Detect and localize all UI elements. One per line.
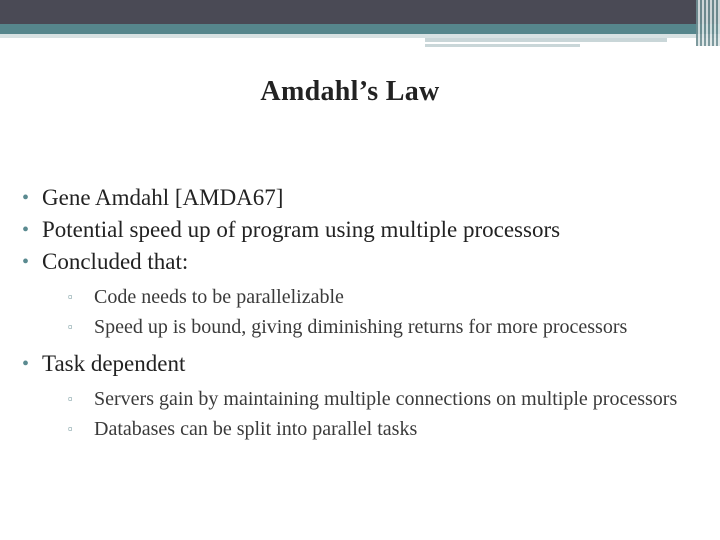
bullet-icon: • (22, 219, 30, 241)
header-accent-line (425, 38, 667, 42)
bullet-item (20, 246, 700, 342)
sub-bullet-item (66, 384, 700, 414)
header-bar-teal (0, 24, 720, 34)
bullet-text: Task dependent (42, 351, 186, 376)
sub-bullet-icon: ▫ (68, 391, 73, 406)
bullet-icon: • (22, 187, 30, 209)
sub-bullet-icon: ▫ (68, 421, 73, 436)
bullet-text: Gene Amdahl [AMDA67] (42, 185, 284, 210)
bullet-item (20, 348, 700, 444)
sub-bullet-list (66, 282, 700, 342)
sub-bullet-icon: ▫ (68, 319, 73, 334)
bullet-item (20, 182, 700, 214)
header-bar-dark (0, 0, 720, 24)
sub-bullet-text: Code needs to be parallelizable (94, 286, 344, 308)
bullet-list (20, 182, 700, 444)
sub-bullet-item (66, 312, 700, 342)
bullet-text: Concluded that: (42, 249, 189, 274)
header-stripes (696, 0, 720, 46)
bullet-icon: • (22, 353, 30, 375)
slide-title: Amdahl’s Law (260, 76, 440, 107)
sub-bullet-item (66, 282, 700, 312)
bullet-item (20, 214, 700, 246)
sub-bullet-text: Databases can be split into parallel tasks (94, 418, 418, 440)
sub-bullet-list (66, 384, 700, 444)
sub-bullet-text: Speed up is bound, giving diminishing returns for more processors (94, 316, 628, 338)
sub-bullet-text: Servers gain by maintaining multiple connections on multiple processors (94, 388, 678, 410)
sub-bullet-item (66, 414, 700, 444)
slide-body (20, 182, 700, 450)
bullet-text: Potential speed up of program using multiple processors (42, 217, 561, 242)
sub-bullet-icon: ▫ (68, 289, 73, 304)
bullet-icon: • (22, 251, 30, 273)
header-accent-line-short (425, 44, 580, 47)
